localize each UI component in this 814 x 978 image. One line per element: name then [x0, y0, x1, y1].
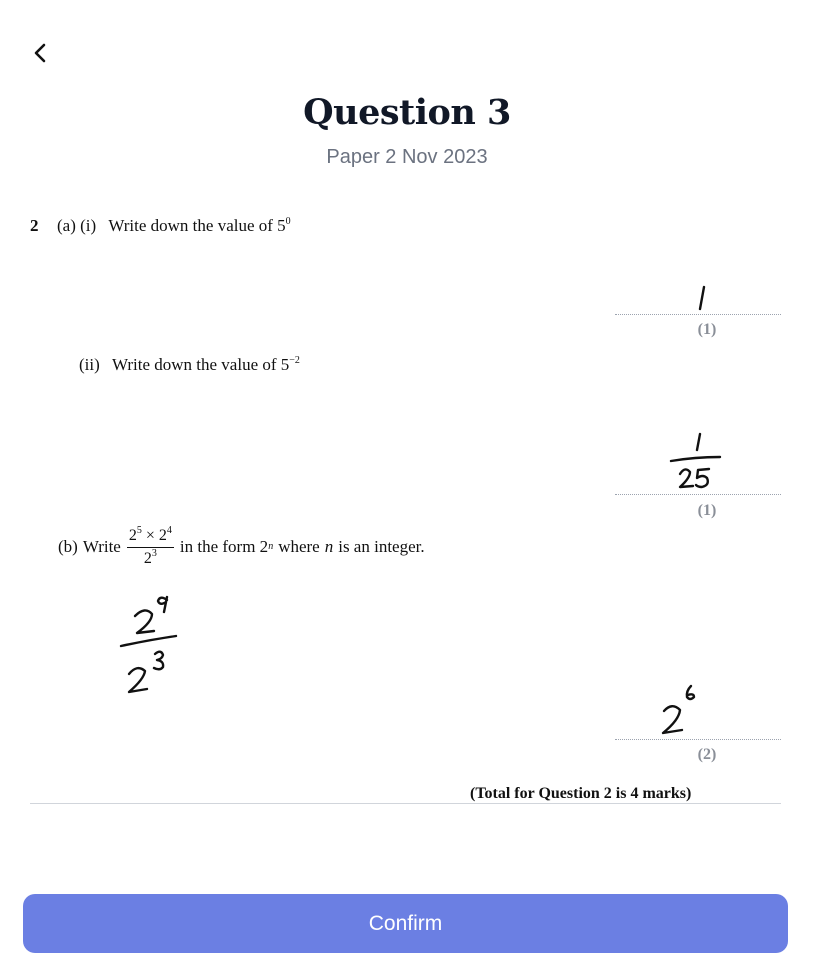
- part-a-ii-exponent: −2: [289, 355, 300, 366]
- page-subtitle: Paper 2 Nov 2023: [326, 146, 488, 168]
- handwritten-answer-b-stroke: [655, 680, 705, 740]
- part-b-text-before: Write: [82, 537, 121, 556]
- divider: [30, 803, 781, 804]
- question-number: 2: [30, 216, 39, 235]
- part-b-text-mid: in the form 2: [179, 537, 269, 556]
- den-base: 2: [143, 549, 152, 567]
- den-exp: 3: [151, 547, 157, 559]
- marks-a-ii: (1): [697, 502, 717, 519]
- part-b-text-after: is an integer.: [338, 537, 425, 556]
- part-a-i-exponent: 0: [285, 216, 291, 227]
- part-a-ii-label: (ii): [79, 355, 100, 374]
- handwritten-working-b: [115, 588, 185, 700]
- handwritten-answer-a-i: [690, 283, 716, 313]
- handwritten-answer-a-i-stroke: [690, 283, 716, 313]
- num-base-2: 2: [158, 526, 167, 544]
- times-sign: ×: [141, 526, 159, 544]
- marks-b: (2): [697, 746, 717, 763]
- part-a-ii-text: Write down the value of 5: [111, 355, 290, 374]
- part-a-label: (a): [57, 216, 76, 235]
- page-title: Question 3: [303, 92, 511, 133]
- question-total: (Total for Question 2 is 4 marks): [470, 785, 692, 802]
- part-b-text-var: n: [324, 537, 334, 556]
- marks-a-i: (1): [697, 321, 717, 338]
- handwritten-answer-a-ii-stroke: [665, 428, 725, 492]
- chevron-left-icon: [32, 42, 48, 64]
- handwritten-answer-b: [655, 680, 705, 740]
- part-a-i-text: Write down the value of 5: [108, 216, 286, 235]
- question-a-i: [30, 216, 291, 236]
- back-button[interactable]: [26, 38, 54, 68]
- part-b-text-where: where: [278, 537, 320, 556]
- question-b: (b) Write $\frac{2^5 \times 2^4}{2^3}$ in the form 2 n where n is an integer.: [58, 524, 425, 567]
- num-exp-1: 5: [136, 524, 142, 536]
- part-b-fraction-denominator: [144, 548, 157, 568]
- part-a-i-label: (i): [80, 216, 97, 235]
- handwritten-answer-a-ii: [665, 428, 725, 492]
- num-exp-2: 4: [166, 524, 172, 536]
- answer-line-b: [615, 739, 781, 740]
- question-a-ii: [79, 355, 300, 375]
- confirm-button[interactable]: Confirm: [23, 894, 788, 953]
- part-b-label: (b): [58, 537, 78, 556]
- answer-line-a-i: [615, 314, 781, 315]
- part-b-fraction: [127, 524, 174, 568]
- part-b-fraction-numerator: [127, 524, 174, 548]
- answer-line-a-ii: [615, 494, 781, 495]
- handwritten-working-b-stroke: [115, 588, 185, 700]
- num-base-1: 2: [128, 526, 137, 544]
